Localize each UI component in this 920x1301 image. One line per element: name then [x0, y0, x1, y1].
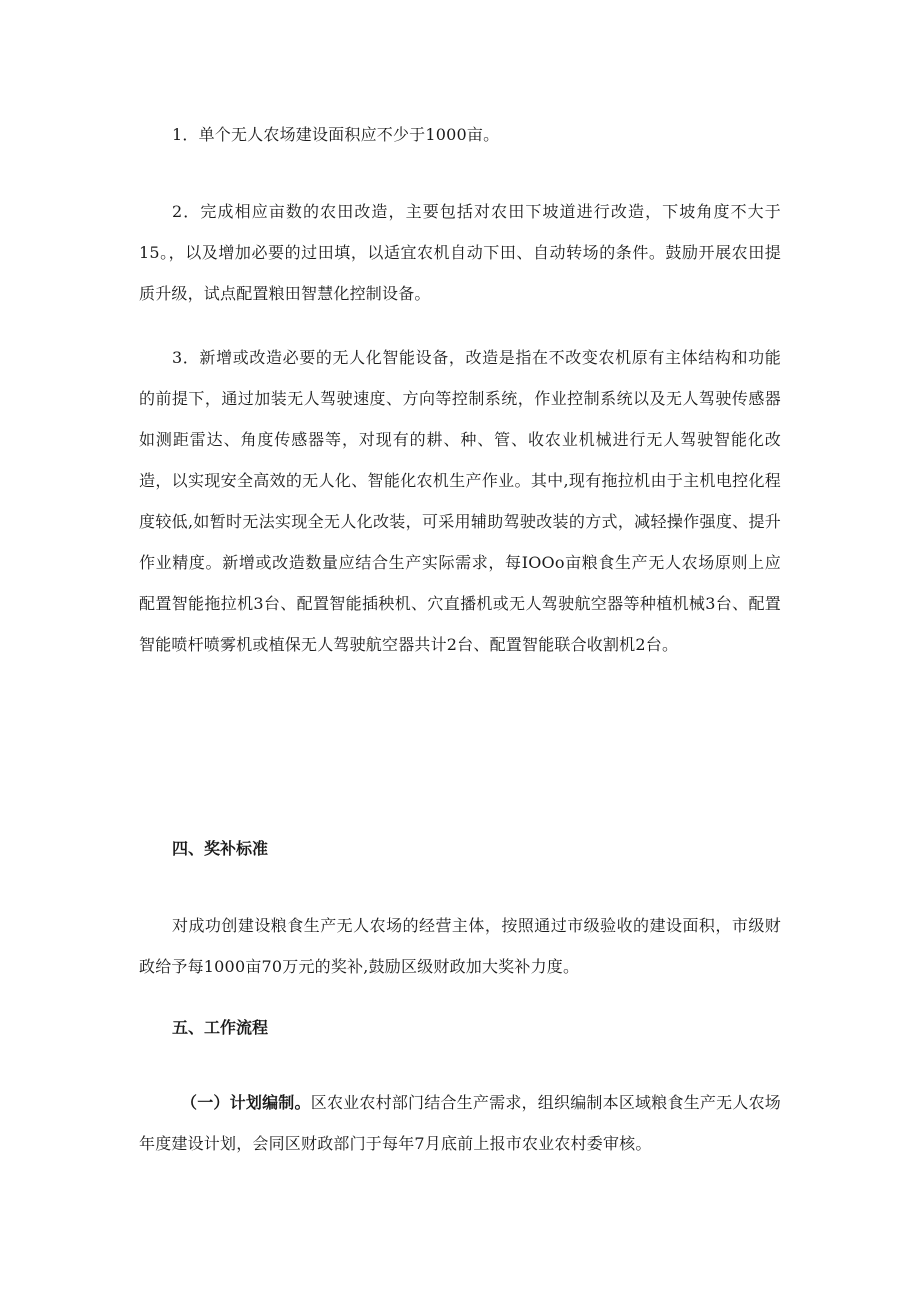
section-5-sub1-paragraph — [139, 1082, 781, 1164]
item-1-paragraph: 1．单个无人农场建设面积应不少于1000亩。 — [172, 125, 500, 144]
item-2-paragraph: 2．完成相应亩数的农田改造，主要包括对农田下坡道进行改造，下坡角度不大于15。，以及增加必要的过田填，以适宜农机自动下田、自动转场的条件。鼓励开展农田提质升级，试点配置粮田智慧化控制设备。 — [139, 202, 781, 303]
section-5-heading: 五、工作流程 — [172, 1018, 269, 1037]
sub1-body: 区农业农村部门结合生产需求，组织编制本区域粮食生产无人农场年度建设计划，会同区财政部门于每年7月底前上报市农业农村委审核。 — [139, 1093, 781, 1153]
item-3-paragraph: 3．新增或改造必要的无人化智能设备，改造是指在不改变农机原有主体结构和功能的前提下，通过加装无人驾驶速度、方向等控制系统，作业控制系统以及无人驾驶传感器如测距雷达、角度传感器等，对现有的耕、种、管、收农业机械进行无人驾驶智能化改造，以实现安全高效的无人化、智能化农机生产作业。其中,现有拖拉机由于主机电控化程度较低,如暂时无法实现全无人化改装，可采用辅助驾驶改装的方式，减轻操作强度、提升作业精度。新增或改造数量应结合生产实际需求，每IOOo亩粮食生产无人农场原则上应配置智能拖拉机3台、配置智能插秧机、穴直播机或无人驾驶航空器等种植机械3台、配置智能喷杆喷雾机或植保无人驾驶航空器共计2台、配置智能联合收割机2台。 — [139, 348, 781, 654]
sub1-lead: （一）计划编制。 — [181, 1093, 311, 1112]
section-4-heading: 四、奖补标准 — [172, 839, 269, 858]
section-4-body: 对成功创建设粮食生产无人农场的经营主体，按照通过市级验收的建设面积，市级财政给予每1000亩70万元的奖补,鼓励区级财政加大奖补力度。 — [139, 916, 781, 976]
